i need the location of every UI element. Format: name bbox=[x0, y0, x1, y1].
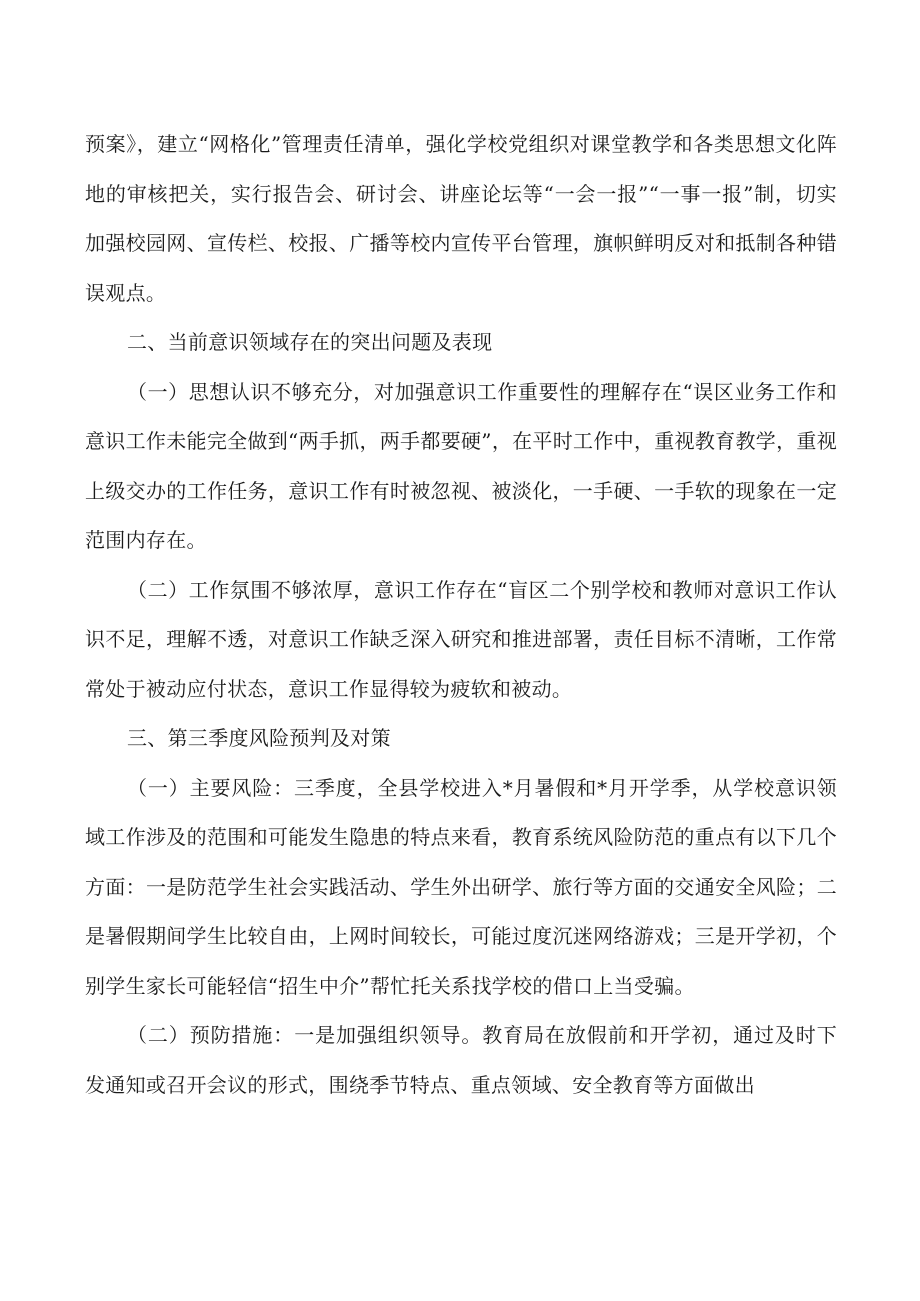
paragraph-prevention: （二）预防措施：一是加强组织领导。教育局在放假前和开学初，通过及时下发通知或召开会议的形式，围绕季节特点、重点领域、安全教育等方面做出 bbox=[85, 1023, 837, 1097]
paragraph-main-risk: （一）主要风险：三季度，全县学校进入*月暑假和*月开学季，从学校意识领域工作涉及的范围和可能发生隐患的特点来看，教育系统风险防范的重点有以下几个方面：一是防范学生社会实践活动、学生外出研学、旅行等方面的交通安全风险；二是暑假期间学生比较自由，上网时间较长，可能过度沉迷网络游戏；三是开学初，个别学生家长可能轻信“招生中介”帮忙托关系找学校的借口上当受骗。 bbox=[85, 775, 837, 998]
section-heading-3: 三、第三季度风险预判及对策 bbox=[127, 726, 391, 750]
paragraph-issue-1: （一）思想认识不够充分，对加强意识工作重要性的理解存在“误区业务工作和意识工作未能完全做到“两手抓，两手都要硬”，在平时工作中，重视教育教学，重视上级交办的工作任务，意识工作有时被忽视、被淡化，一手硬、一手软的现象在一定范围内存在。 bbox=[85, 379, 837, 552]
paragraph-issue-2: （二）工作氛围不够浓厚，意识工作存在“盲区二个别学校和教师对意识工作认识不足，理解不透，对意识工作缺乏深入研究和推进部署，责任目标不清晰，工作常常处于被动应付状态，意识工作显得较为疲软和被动。 bbox=[85, 577, 837, 701]
document-body bbox=[85, 120, 837, 1110]
paragraph-continuation: 预案》，建立“网格化”管理责任清单，强化学校党组织对课堂教学和各类思想文化阵地的审核把关，实行报告会、研讨会、讲座论坛等“一会一报”“一事一报”制，切实加强校园网、宣传栏、校报、广播等校内宣传平台管理，旗帜鲜明反对和抵制各种错误观点。 bbox=[85, 132, 837, 305]
section-heading-2: 二、当前意识领域存在的突出问题及表现 bbox=[127, 330, 493, 354]
